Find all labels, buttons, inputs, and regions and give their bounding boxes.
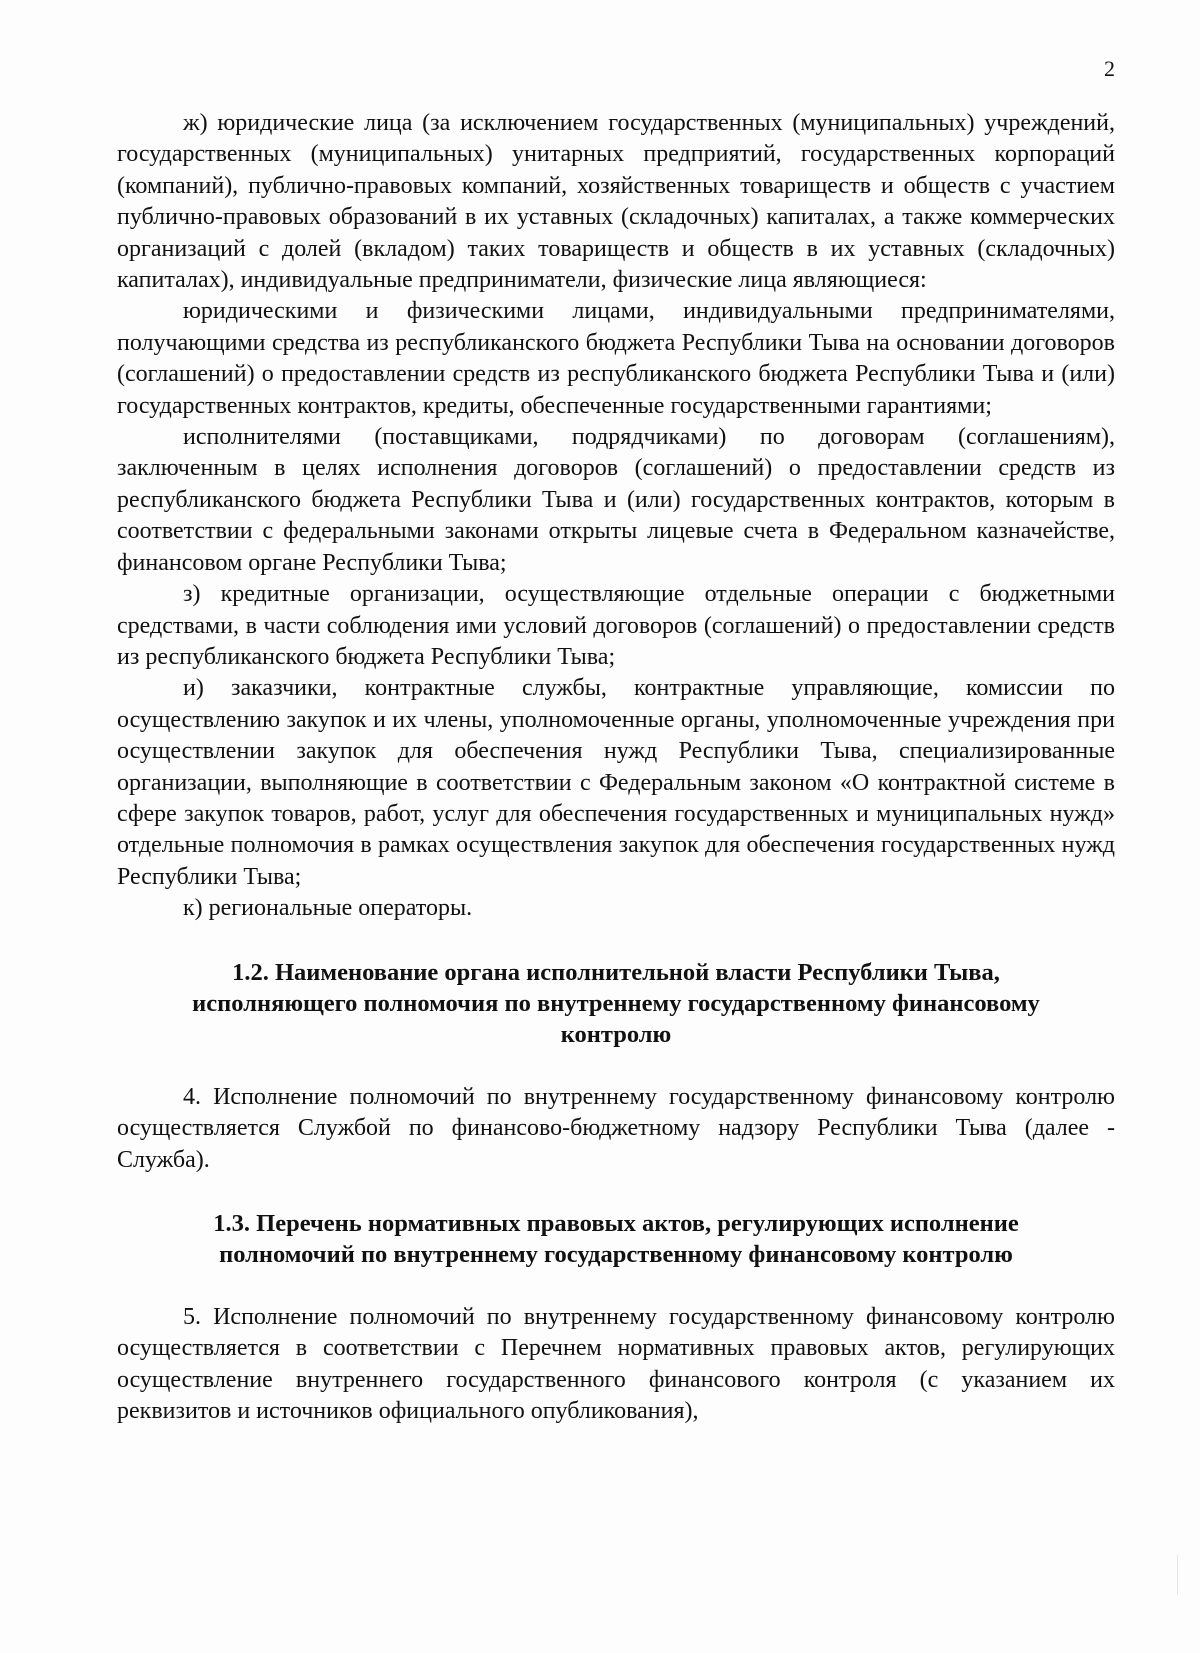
paragraph-legal-entities: юридическими и физическими лицами, индивидуальными предпринимателями, получающими средства из республиканского бюджета Республики Тыва на основании договоров (соглашений) о предоставлении средств из республиканского бюджета Республики Тыва и (или) государственных контрактов, кредиты, обеспеченные государственными гарантиями; [117,298,1115,419]
heading-1-3-line-2: полномочий по внутреннему государственному финансовому контролю [219,1241,1013,1269]
paragraph-z-credit-orgs: з) кредитные организации, осуществляющие отдельные операции с бюджетными средствами, в части соблюдения ими условий договоров (соглашений) о предоставлении средств из республиканского бюджета Республики Тыва; [117,581,1115,670]
document-body [117,108,1115,1427]
paragraph-k-regional-operators: к) региональные операторы. [183,895,473,922]
heading-1-2-line-1: 1.2. Наименование органа исполнительной власти Республики Тыва, [232,958,1000,986]
scan-edge-mark [1177,1555,1200,1595]
section-heading-1-3 [117,1208,1115,1271]
page-number: 2 [1104,56,1115,81]
paragraph-zh: ж) юридические лица (за исключением государственных (муниципальных) учреждений, государственных (муниципальных) унитарных предприятий, государственных корпораций (компаний), публично-правовых компаний, хозяйственных товариществ и обществ с участием публично-правовых образований в их уставных (складочных) капиталах, а также коммерческих организаций с долей (вкладом) таких товариществ и обществ в их уставных (складочных) капиталах), индивидуальные предприниматели, физические лица являющиеся: [117,110,1115,294]
heading-1-3-line-1: 1.3. Перечень нормативных правовых актов, регулирующих исполнение [213,1210,1019,1237]
section-heading-1-2 [117,957,1115,1051]
heading-1-2-line-2: исполняющего полномочия по внутреннему государственному финансовому [192,989,1040,1017]
spacer [117,1176,1115,1208]
paragraph-i-customers: и) заказчики, контрактные службы, контрактные управляющие, комиссии по осуществлению закупок и их члены, уполномоченные органы, уполномоченные учреждения при осуществлении закупок для обеспечения нужд Республики Тыва, специализированные организации, выполняющие в соответствии с Федеральным законом «О контрактной системе в сфере закупок товаров, работ, услуг для обеспечения государственных и муниципальных нужд» отдельные полномочия в рамках осуществления закупок для обеспечения государственных нужд Республики Тыва; [117,675,1115,890]
paragraph-5: 5. Исполнение полномочий по внутреннему государственному финансовому контролю осуществляется в соответствии с Перечнем нормативных правовых актов, регулирующих осуществление внутреннего государственного финансового контроля (с указанием их реквизитов и источников официального опубликования), [117,1303,1115,1425]
paragraph-contractors: исполнителями (поставщиками, подрядчиками) по договорам (соглашениям), заключенным в целях исполнения договоров (соглашений) о предоставлении средств из республиканского бюджета Республики Тыва и (или) государственных контрактов, которым в соответствии с федеральными законами открыты лицевые счета в Федеральном казначействе, финансовом органе Республики Тыва; [117,424,1115,576]
heading-1-2-line-3: контролю [560,1021,672,1049]
spacer [117,1271,1115,1302]
spacer [117,925,1115,957]
paragraph-4: 4. Исполнение полномочий по внутреннему государственному финансовому контролю осуществляется Службой по финансово-бюджетному надзору Республики Тыва (далее - Служба). [117,1083,1115,1173]
spacer [117,1051,1115,1082]
